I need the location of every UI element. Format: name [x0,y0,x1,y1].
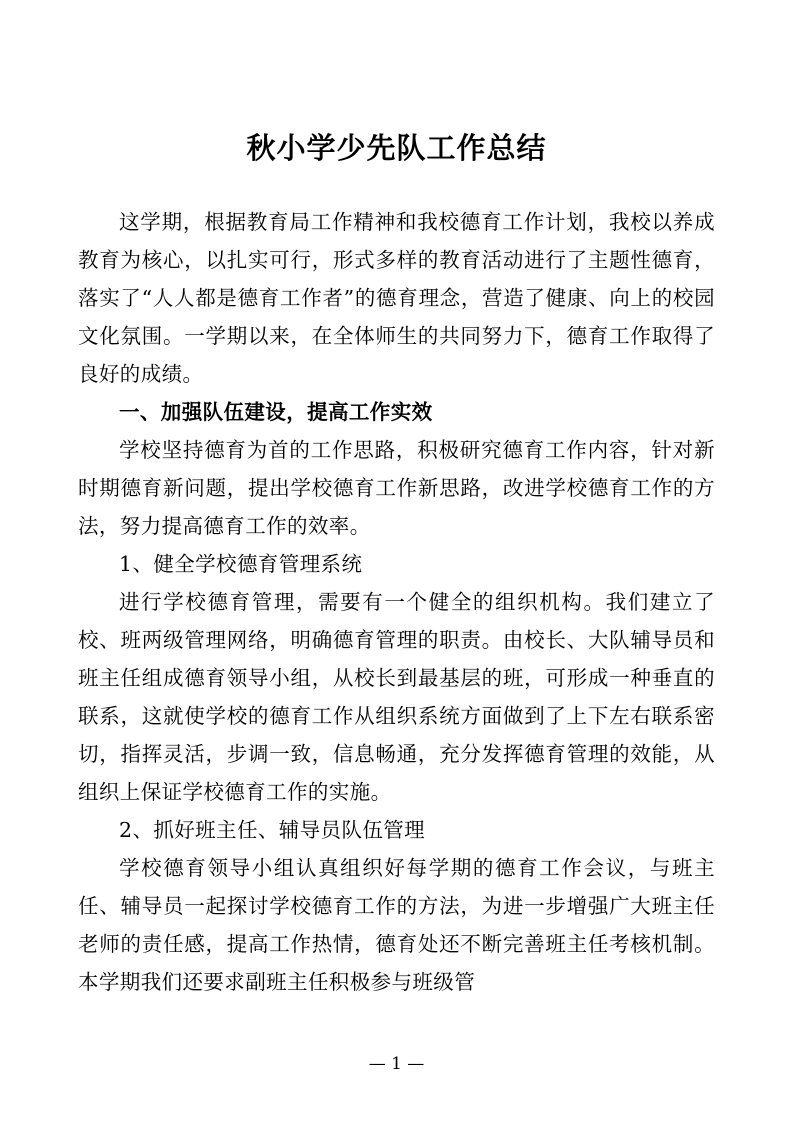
paragraph-1: 这学期，根据教育局工作精神和我校德育工作计划，我校以养成教育为核心，以扎实可行，形式多样的教育活动进行了主题性德育，落实了“人人都是德育工作者”的德育理念，营造了健康、向上的校园文化氛围。一学期以来，在全体师生的共同努力下，德育工作取得了良好的成绩。 [78,209,715,386]
paragraph-3: 进行学校德育管理，需要有一个健全的组织机构。我们建立了校、班两级管理网络，明确德育管理的职责。由校长、大队辅导员和班主任组成德育领导小组，从校长到最基层的班，可形成一种垂直的联系，这就使学校的德育工作从组织系统方面做到了上下左右联系密切，指挥灵活，步调一致，信息畅通，充分发挥德育管理的效能，从组织上保证学校德育工作的实施。 [78,589,715,804]
paragraph-4: 学校德育领导小组认真组织好每学期的德育工作会议，与班主任、辅导员一起探讨学校德育工作的方法，为进一步增强广大班主任老师的责任感，提高工作热情，德育处还不断完善班主任考核机制。本学期我们还要求副班主任积极参与班级管 [78,855,715,994]
page-number: — 1 — [368,1054,425,1074]
subsection-heading-2: 2、抓好班主任、辅导员队伍管理 [119,817,426,842]
subsection-heading-1: 1、健全学校德育管理系统 [119,551,363,576]
page-title: 秋小学少先队工作总结 [246,131,547,165]
section-heading-1: 一、加强队伍建设，提高工作实效 [119,399,433,424]
paragraph-2: 学校坚持德育为首的工作思路，积极研究德育工作内容，针对新时期德育新问题，提出学校德育工作新思路，改进学校德育工作的方法，努力提高德育工作的效率。 [78,437,715,538]
